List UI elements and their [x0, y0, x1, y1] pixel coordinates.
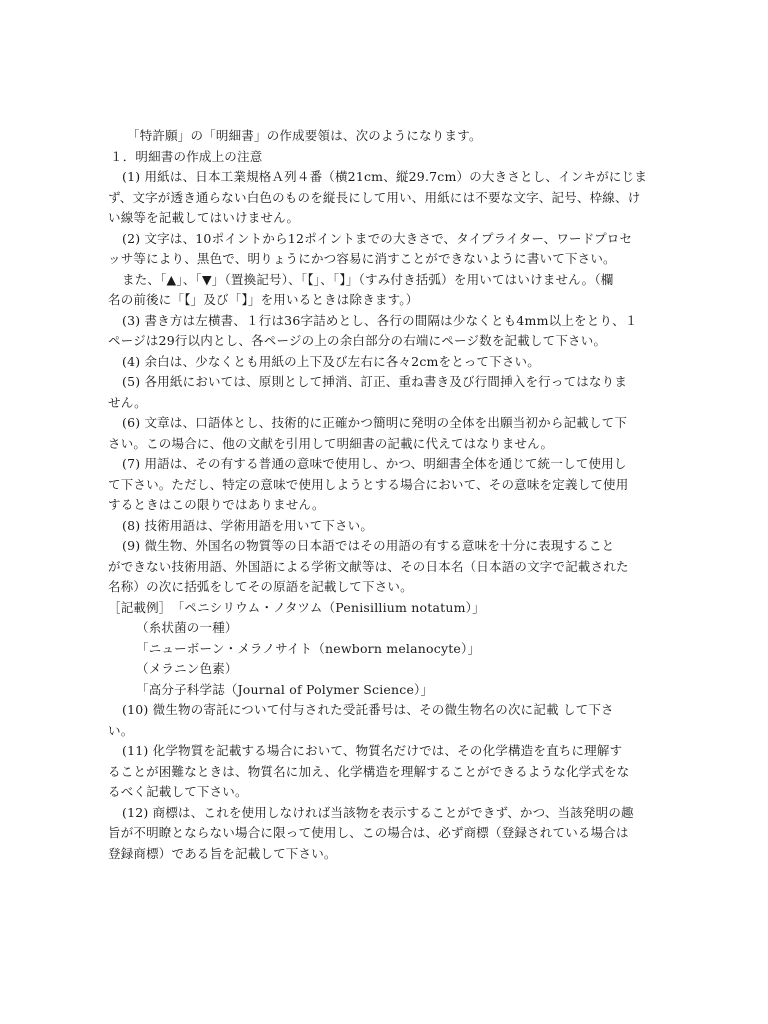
text-line: 名称）の次に括弧をしてその原語を記載して下さい。 [108, 579, 413, 594]
text-line: (1) 用紙は、日本工業規格Ａ列４番（横21cm、縦29.7cm）の大きさとし、インキがにじま [122, 169, 648, 184]
text-line: ［記載例］ 「ペニシリウム・ノタツム（Penisillium notatum）」 [108, 599, 485, 615]
section-heading: １．明細書の作成上の注意 [110, 148, 263, 164]
text-line: い。 [108, 722, 134, 738]
text-line: さい。この場合に、他の文献を引用して明細書の記載に代えてはなりません。 [108, 435, 554, 451]
text-line: （糸状菌の一種） [136, 620, 238, 635]
text-line: て下さい。ただし、特定の意味で使用しようとする場合において、その意味を定義して使用 [108, 476, 629, 492]
text-line: (3) 書き方は左横書、１行は36字詰めとし、各行の間隔は少なくとも4mm以上をとり、１ [122, 312, 638, 328]
text-line: ッサ等により、黒色で、明りょうにかつ容易に消すことができないように書いて下さい。 [108, 251, 616, 266]
text-line: 旨が不明瞭とならない場合に限って使用し、この場合は、必ず商標（登録されている場合は [108, 825, 629, 840]
text-line: (10) 微生物の寄託について付与された受託番号は、その微生物名の次に記載 して下さ [122, 702, 614, 717]
text-line: (2) 文字は、10ポイントから12ポイントまでの大きさで、タイプライター、ワードプロセ [122, 230, 633, 246]
text-line: (5) 各用紙においては、原則として挿消、訂正、重ね書き及び行間挿入を行ってはなりま [122, 374, 628, 389]
text-line: せん。 [108, 394, 147, 410]
text-line: 名の前後に「【」及び「】」を用いるときは除きます。） [108, 292, 419, 307]
document-page [108, 126, 664, 864]
document-body [108, 167, 664, 864]
text-line: (12) 商標は、これを使用しなければ当該物を表示することができず、かつ、当該発明の趣 [122, 804, 634, 820]
text-line: (4) 余白は、少なくとも用紙の上下及び左右に各々2cmをとって下さい。 [122, 353, 540, 369]
text-line: 「ニューボーン・メラノサイト（newborn melanocyte）」 [136, 640, 481, 656]
text-line: 登録商標）である旨を記載して下さい。 [108, 845, 337, 861]
text-line: (8) 技術用語は、学術用語を用いて下さい。 [122, 517, 374, 533]
text-line: (7) 用語は、その有する普通の意味で使用し、かつ、明細書全体を通じて統一して使用し [122, 456, 627, 471]
text-line: い線等を記載してはいけません。 [108, 210, 300, 225]
text-line: するときはこの限りではありません。 [108, 497, 325, 512]
text-line: ず、文字が透き通らない白色のものを縦長にして用い、用紙には不要な文字、記号、枠線、け [108, 189, 641, 205]
text-line: （メラニン色素） [136, 661, 238, 676]
text-line: るべく記載して下さい。 [108, 784, 248, 799]
text-line: (9) 微生物、外国名の物質等の日本語ではその用語の有する意味を十分に表現すること [122, 538, 615, 553]
text-line: また、「▲」、「▼」（置換記号）、「【」、「】」（すみ付き括弧）を用いてはいけません。（欄 [122, 271, 614, 287]
text-line: (11) 化学物質を記載する場合において、物質名だけでは、その化学構造を直ちに理解す [122, 743, 623, 758]
text-line: ページは29行以内とし、各ページの上の余白部分の右端にページ数を記載して下さい。 [108, 333, 607, 348]
text-line: ができない技術用語、外国語による学術文献等は、その日本名（日本語の文字で記載された [108, 558, 629, 574]
text-line: 「高分子科学誌（Journal of Polymer Science）」 [136, 681, 434, 697]
text-line: (6) 文章は、口語体とし、技術的に正確かつ簡明に発明の全体を出願当初から記載して下 [122, 415, 628, 430]
text-line: ることが困難なときは、物質名に加え、化学構造を理解することができるような化学式をな [108, 763, 630, 779]
intro-line: 「特許願」の「明細書」の作成要領は、次のようになります。 [127, 128, 482, 143]
